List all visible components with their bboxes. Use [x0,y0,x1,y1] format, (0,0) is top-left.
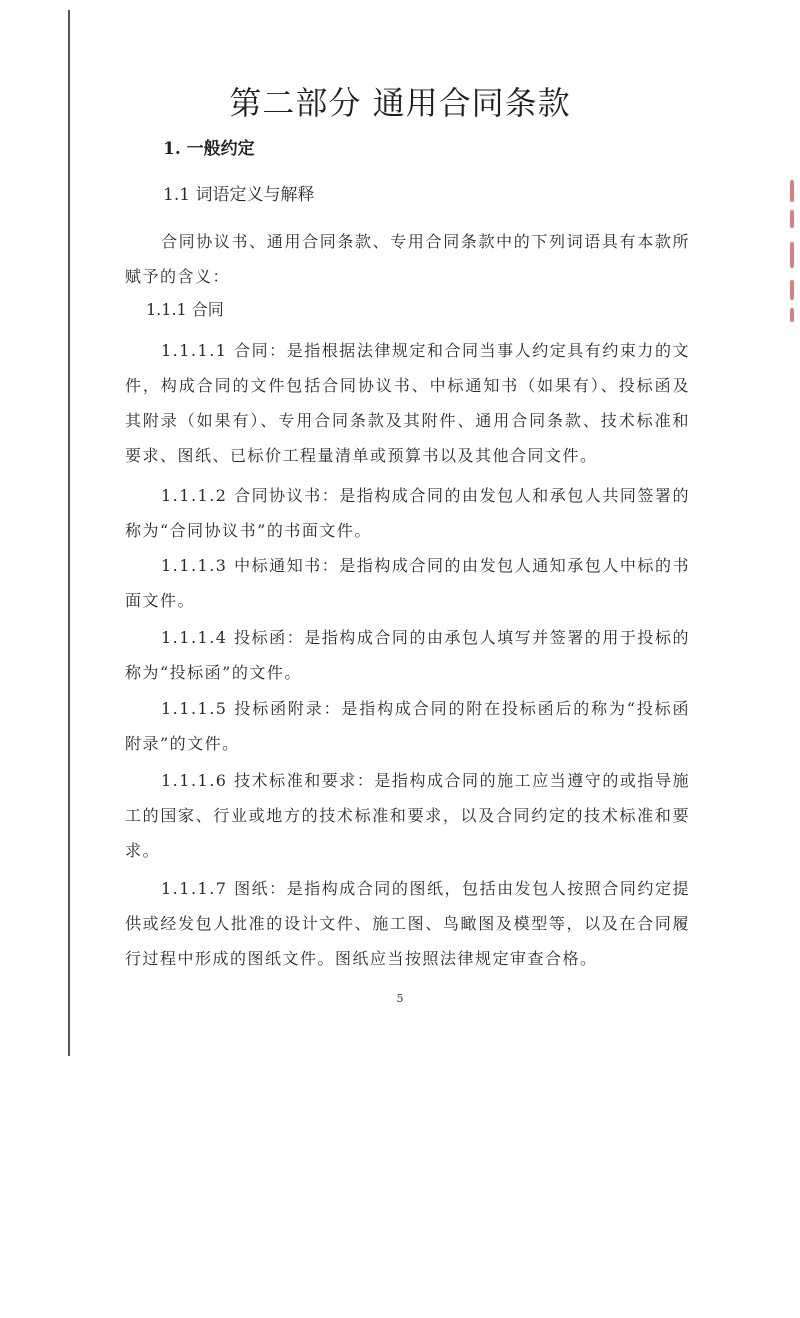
clause-paragraph: 1.1.1.7 图纸：是指构成合同的图纸，包括由发包人按照合同约定提供或经发包人批准的设计文件、施工图、鸟瞰图及模型等，以及在合同履行过程中形成的图纸文件。图纸应当按照法律规定审查合格。 [125,879,690,968]
clause-paragraph: 1.1.1.5 投标函附录：是指构成合同的附在投标函后的称为“投标函附录”的文件。 [125,699,690,753]
document-title: 第二部分 通用合同条款 [229,84,571,122]
clause-paragraph: 1.1.1.6 技术标准和要求：是指构成合同的施工应当遵守的或指导施工的国家、行业或地方的技术标准和要求，以及合同约定的技术标准和要求。 [125,771,690,860]
item-heading: 1.1.1 合同 [146,300,224,319]
clause-paragraph: 1.1.1.2 合同协议书：是指构成合同的由发包人和承包人共同签署的称为“合同协议书”的书面文件。 [125,486,690,540]
seal-edge-marks [784,180,794,330]
clause-paragraph: 1.1.1.4 投标函：是指构成合同的由承包人填写并签署的用于投标的称为“投标函”的文件。 [125,628,690,682]
clause-paragraph: 1.1.1.1 合同：是指根据法律规定和合同当事人约定具有约束力的文件，构成合同的文件包括合同协议书、中标通知书（如果有）、投标函及其附录（如果有）、专用合同条款及其附件、通用合同条款、技术标准和要求、图纸、已标价工程量清单或预算书以及其他合同文件。 [125,341,690,465]
binding-line [68,10,70,1056]
page-number: 5 [396,992,404,1005]
clause-paragraph: 1.1.1.3 中标通知书：是指构成合同的由发包人通知承包人中标的书面文件。 [125,556,690,610]
subsection-heading: 1.1 词语定义与解释 [163,185,315,205]
intro-paragraph: 合同协议书、通用合同条款、专用合同条款中的下列词语具有本款所赋予的含义： [125,232,690,286]
section-heading: 1. 一般约定 [163,139,255,159]
